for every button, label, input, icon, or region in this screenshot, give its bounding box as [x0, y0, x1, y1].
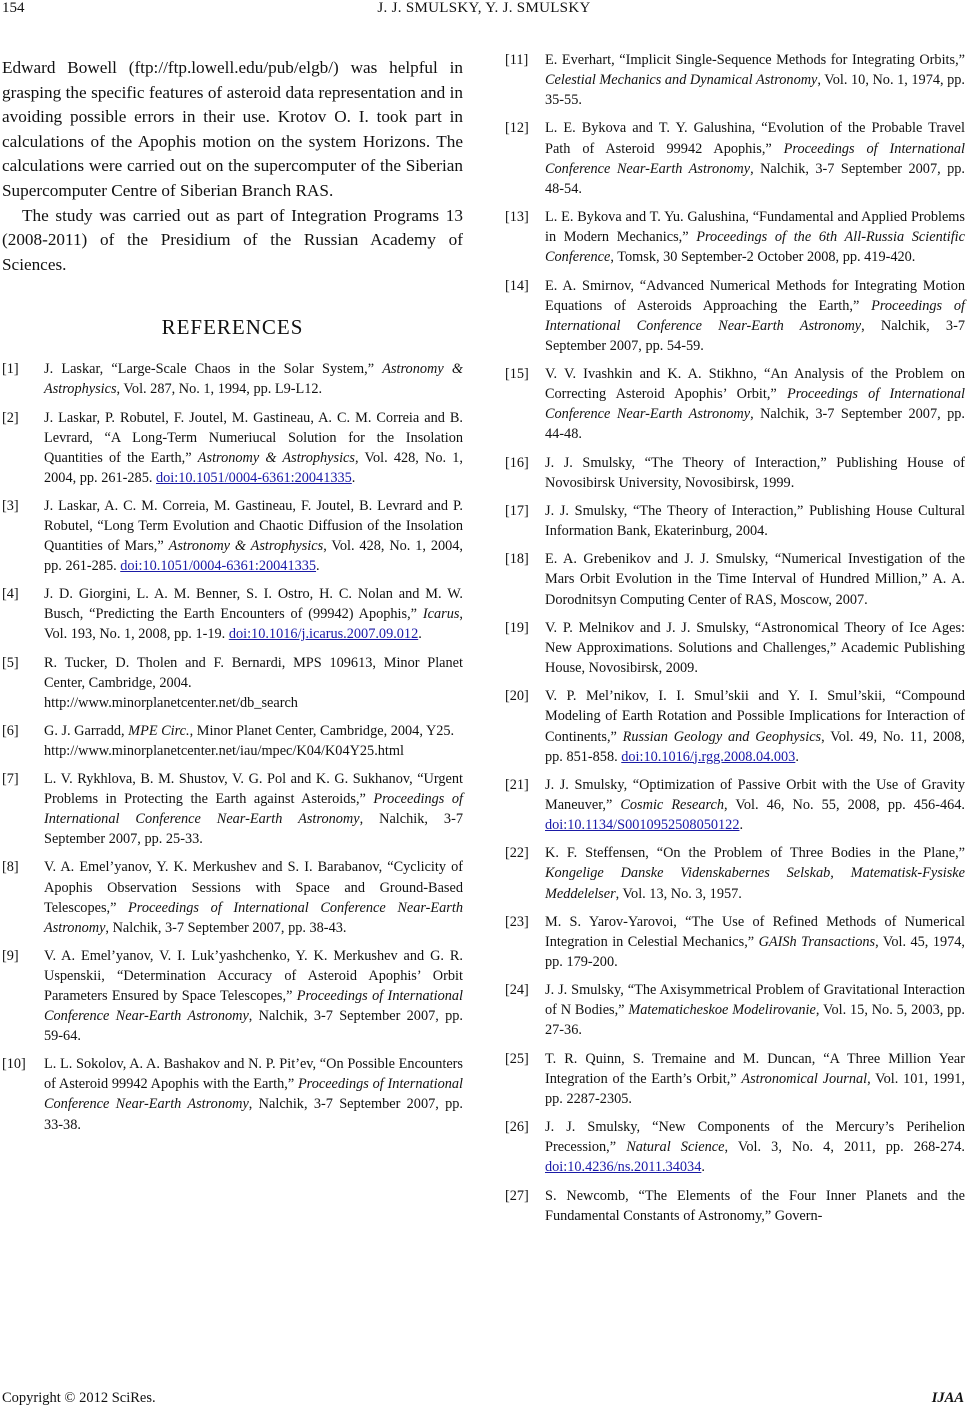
reference-number: [18]: [505, 551, 529, 568]
reference-text: , Tomsk, 30 September-2 October 2008, pp. 419-420.: [610, 249, 916, 266]
reference-text: K. F. Steffensen, “On the Problem of Three Bodies in the Plane,”: [545, 845, 965, 862]
reference-item: [505, 276, 965, 356]
reference-text: L. E. Bykova and T. Yu. Galushina, “Fundamental and Applied Problems in Modern Mechanics,”: [545, 209, 965, 246]
reference-text: J. Laskar, P. Robutel, F. Joutel, M. Gastineau, A. C. M. Correia and B. Levrard, “A Long-Term Numeriucal Solution for the Insolation Quantities of the Earth,”: [44, 409, 463, 466]
reference-number: [10]: [2, 1056, 26, 1073]
reference-item: [505, 1117, 965, 1177]
reference-item: [505, 618, 965, 678]
reference-text: J. J. Smulsky, “The Theory of Interaction,” Publishing House Cultural Information Bank, Ekaterinburg, 2004.: [545, 503, 965, 540]
reference-item: [505, 843, 965, 903]
reference-item: [2, 653, 463, 713]
reference-text: .: [701, 1159, 705, 1176]
reference-text: J. J. Smulsky, “New Components of the Mercury’s Perihelion Precession,”: [545, 1119, 965, 1156]
reference-source: Astronomy & Astrophysics: [197, 449, 355, 466]
acknowledgement-paragraph-2: The study was carried out as part of Integration Programs 13 (2008-2011) of the Presidium of the Russian Academy of Sciences.: [2, 205, 463, 274]
reference-text: V. A. Emel’yanov, Y. K. Merkushev and S. I. Barabanov, “Cyclicity of Apophis Observation Sessions with Space and Ground-Based Telescopes,”: [44, 859, 463, 916]
reference-text: , Vol. 45, 1974, pp. 179-200.: [545, 933, 965, 970]
reference-item: [2, 769, 463, 849]
reference-number: [7]: [2, 771, 19, 788]
reference-text: , Vol. 13, No. 3, 1957.: [615, 885, 742, 902]
reference-text: .: [351, 469, 356, 486]
reference-source: Proceedings of the 6th All-Russia Scientific Conference: [545, 229, 965, 266]
reference-text: , Nalchik, 3-7 September 2007, pp. 44-48.: [545, 406, 965, 443]
reference-text: .: [418, 626, 422, 643]
reference-text: J. Laskar, A. C. M. Correia, M. Gastineau, F. Joutel, B. Levrard and P. Robutel, “Long Term Evolution and Chaotic Diffusion of the Insolation Quantities of Mars,”: [44, 497, 463, 555]
reference-text: , Vol. 15, No. 5, 2003, pp. 27-36.: [545, 1002, 966, 1039]
reference-text: , Nalchik, 3-7 September 2007, pp. 54-59.: [545, 317, 965, 354]
doi-link[interactable]: doi:10.1134/S0010952508050122: [545, 817, 740, 834]
reference-text: E. A. Smirnov, “Advanced Numerical Methods for Integrating Motion Equations of Asteroids Approaching the Earth,”: [545, 277, 965, 314]
reference-item: [505, 775, 965, 835]
reference-item: [505, 364, 965, 444]
reference-text: E. A. Grebenikov and J. J. Smulsky, “Numerical Investigation of the Mars Orbit Evolution in the Time Interval of Hundred Million,” A. A. Dorodnitsyn Computing Center of RAS, Moscow, 2007.: [545, 551, 965, 608]
reference-number: [2]: [2, 409, 19, 426]
reference-source: Proceedings of International Conference Near-Earth Astronomy: [44, 791, 463, 828]
reference-text: T. R. Quinn, S. Tremaine and M. Duncan, “A Three Million Year Integration of the Earth’s Orbit,”: [545, 1050, 965, 1087]
reference-source: Astronomical Journal: [741, 1070, 868, 1087]
reference-item: [2, 359, 463, 399]
reference-text: , Vol. 428, No. 1, 2004, pp. 261-285.: [44, 449, 463, 486]
reference-source: Proceedings of International Conference Near-Earth Astronomy: [44, 1076, 463, 1113]
references-list-left: [2, 359, 463, 1134]
reference-number: [16]: [505, 454, 529, 471]
reference-text: .: [739, 817, 744, 834]
reference-number: [17]: [505, 503, 529, 519]
reference-text: J. J. Smulsky, “The Axisymmetrical Problem of Gravitational Interaction of N Bodies,”: [545, 982, 965, 1019]
reference-number: [15]: [505, 366, 529, 383]
reference-item: [2, 857, 463, 937]
reference-url: http://www.minorplanetcenter.net/iau/mpec/K04/K04Y25.html: [44, 742, 404, 759]
reference-text: V. V. Ivashkin and K. A. Stikhno, “An Analysis of the Problem on Correcting Asteroid Apophis’ Orbit,”: [545, 366, 965, 403]
reference-text: G. J. Garradd,: [44, 722, 129, 739]
running-title: J. J. SMULSKY, Y. J. SMULSKY: [377, 0, 591, 16]
reference-number: [27]: [505, 1187, 529, 1204]
reference-number: [14]: [505, 277, 529, 294]
reference-number: [8]: [2, 859, 19, 876]
reference-text: , Vol. 10, No. 1, 1974, pp. 35-55.: [545, 72, 966, 109]
reference-source: GAISh Transactions: [758, 933, 876, 950]
reference-item: [2, 408, 463, 488]
reference-number: [22]: [505, 845, 529, 862]
reference-item: [505, 118, 965, 198]
reference-item: [2, 496, 463, 576]
reference-source: Astronomy & Astrophysics: [44, 361, 463, 398]
reference-item: [505, 1186, 965, 1226]
reference-number: [21]: [505, 776, 529, 793]
reference-text: L. L. Sokolov, A. A. Bashakov and N. P. Pit’ev, “On Possible Encounters of Asteroid 99942 Apophis with the Earth,”: [44, 1056, 463, 1093]
reference-text: .: [316, 558, 320, 575]
reference-source: Proceedings of International Conference Near-Earth Astronomy: [545, 140, 965, 177]
reference-item: [505, 501, 965, 541]
reference-source: Proceedings of International Conference Near-Earth Astronomy: [44, 987, 464, 1025]
reference-item: [505, 1049, 965, 1109]
reference-text: , Nalchik, 3-7 September 2007, pp. 33-38.: [44, 1096, 464, 1133]
reference-url: http://www.minorplanetcenter.net/db_search: [44, 694, 298, 711]
reference-source: Proceedings of International Conference Near-Earth Astronomy: [545, 386, 965, 423]
reference-text: M. S. Yarov-Yarovoi, “The Use of Refined Methods of Numerical Integration in Celestial Mechanics,”: [545, 913, 965, 950]
reference-number: [13]: [505, 209, 529, 226]
reference-source: MPE Circ.: [128, 722, 190, 739]
reference-source: Natural Science: [626, 1139, 725, 1156]
reference-text: , Vol. 428, No. 1, 2004, pp. 261-285.: [44, 538, 464, 575]
doi-link[interactable]: doi:10.1016/j.rgg.2008.04.003: [621, 748, 796, 765]
reference-text: , Nalchik, 3-7 September 2007, pp. 48-54.: [545, 160, 965, 197]
doi-link[interactable]: doi:10.1016/j.icarus.2007.09.012: [228, 626, 419, 643]
reference-text: , Nalchik, 3-7 September 2007, pp. 38-43.: [105, 919, 347, 936]
reference-number: [6]: [2, 722, 19, 739]
reference-text: V. P. Melnikov and J. J. Smulsky, “Astronomical Theory of Ice Ages: New Approximations. Solutions and Challenges,” Academic Publishing House, Novosibirsk, 2009.: [545, 619, 965, 677]
reference-source: Cosmic Research: [620, 796, 724, 813]
reference-item: [505, 453, 965, 493]
reference-number: [12]: [505, 120, 529, 137]
reference-source: Kongelige Danske Videnskabernes Selskab, Matematisk-Fysiske Meddelelser: [545, 865, 965, 902]
reference-number: [19]: [505, 619, 529, 636]
doi-link[interactable]: doi:10.4236/ns.2011.34034: [545, 1159, 702, 1176]
reference-text: , Vol. 193, No. 1, 2008, pp. 1-19.: [44, 606, 463, 643]
reference-source: Celestial Mechanics and Dynamical Astronomy: [545, 72, 818, 89]
reference-item: [505, 912, 965, 972]
copyright-notice: Copyright © 2012 SciRes.: [2, 1390, 156, 1406]
reference-text: L. V. Rykhlova, B. M. Shustov, V. G. Pol and K. G. Sukhanov, “Urgent Problems in Protecting the Earth against Asteroids,”: [44, 771, 463, 808]
reference-number: [1]: [2, 361, 19, 378]
reference-text: V. P. Mel’nikov, I. I. Smul’skii and Y. I. Smul’skii, “Compound Modeling of Earth Rotation and Possible Implications for Interaction of Continents,”: [545, 688, 965, 745]
reference-text: J. J. Smulsky, “Optimization of Passive Orbit with the Use of Gravity Maneuver,”: [545, 776, 965, 813]
doi-link[interactable]: doi:10.1051/0004-6361:20041335: [156, 469, 352, 486]
reference-text: , Vol. 287, No. 1, 1994, pp. L9-L12.: [116, 381, 323, 398]
reference-text: J. J. Smulsky, “The Theory of Interaction,” Publishing House of Novosibirsk University, Novosibirsk, 1999.: [545, 454, 965, 491]
reference-source: Russian Geology and Geophysics: [622, 728, 822, 745]
reference-text: S. Newcomb, “The Elements of the Four Inner Planets and the Fundamental Constants of Astronomy,” Govern-: [545, 1187, 965, 1224]
reference-text: L. E. Bykova and T. Y. Galushina, “Evolution of the Probable Travel Path of Asteroid 99942 Apophis,”: [545, 120, 965, 157]
reference-text: , Vol. 49, No. 11, 2008, pp. 851-858.: [545, 728, 965, 765]
acknowledgement-paragraph-1: Edward Bowell (ftp://ftp.lowell.edu/pub/elgb/) was helpful in grasping the specific features of asteroid data representation and in avoiding possible errors in their use. Krotov O. I. took part in calculations of the Apophis motion on the system Horizons. The calculations were carried out on the supercomputer of the Siberian Supercomputer Centre of Siberian Branch RAS.: [2, 58, 463, 200]
reference-number: [4]: [2, 586, 19, 603]
reference-number: [9]: [2, 947, 19, 964]
reference-number: [20]: [505, 688, 529, 705]
reference-text: J. Laskar, “Large-Scale Chaos in the Solar System,”: [44, 361, 383, 378]
reference-item: [505, 980, 965, 1040]
reference-item: [2, 946, 463, 1046]
reference-source: Proceedings of International Conference Near-Earth Astronomy: [545, 297, 965, 334]
reference-number: [24]: [505, 982, 529, 999]
reference-text: R. Tucker, D. Tholen and F. Bernardi, MPS 109613, Minor Planet Center, Cambridge, 2004.: [44, 654, 463, 691]
doi-link[interactable]: doi:10.1051/0004-6361:20041335: [120, 558, 317, 575]
reference-text: , Minor Planet Center, Cambridge, 2004, Y25.: [189, 722, 455, 739]
reference-source: Matematicheskoe Modelirovanie: [628, 1002, 816, 1019]
reference-source: Proceedings of International Conference Near-Earth Astronomy: [44, 899, 463, 936]
reference-text: , Nalchik, 3-7 September 2007, pp. 25-33.: [44, 811, 463, 848]
reference-text: E. Everhart, “Implicit Single-Sequence Methods for Integrating Orbits,”: [545, 52, 965, 68]
reference-text: J. D. Giorgini, L. A. M. Benner, S. I. Ostro, H. C. Nolan and M. W. Busch, “Predicting the Earth Encounters of (99942) Apophis,”: [44, 586, 463, 623]
reference-text: , Vol. 101, 1991, pp. 2287-2305.: [545, 1070, 965, 1107]
reference-text: , Nalchik, 3-7 September 2007, pp. 59-64.: [44, 1008, 464, 1045]
reference-number: [23]: [505, 913, 529, 930]
reference-item: [505, 686, 965, 766]
reference-item: [505, 50, 965, 110]
reference-item: [505, 207, 965, 267]
reference-source: Icarus: [422, 606, 460, 623]
reference-item: [2, 721, 463, 761]
reference-number: [3]: [2, 497, 19, 514]
page-number: 154: [2, 0, 25, 16]
journal-abbreviation: IJAA: [931, 1390, 964, 1406]
reference-text: , Vol. 3, No. 4, 2011, pp. 268-274.: [724, 1139, 965, 1156]
reference-source: Astronomy & Astrophysics: [168, 538, 324, 555]
reference-number: [25]: [505, 1050, 529, 1067]
right-column: [505, 50, 965, 1234]
references-list-right: [505, 50, 965, 1226]
reference-item: [2, 584, 463, 644]
reference-item: [505, 549, 965, 609]
reference-number: [5]: [2, 654, 19, 671]
references-heading: REFERENCES: [161, 315, 304, 340]
reference-text: .: [795, 748, 799, 765]
left-column: [2, 56, 463, 1143]
reference-text: V. A. Emel’yanov, V. I. Luk’yashchenko, Y. K. Merkushev and G. R. Uspenskii, “Determination Accuracy of Asteroid Apophis’ Orbit Parameters Ensured by Space Telescopes,”: [44, 947, 463, 1004]
reference-text: , Vol. 46, No. 55, 2008, pp. 456-464.: [724, 796, 965, 813]
reference-number: [26]: [505, 1119, 529, 1136]
reference-item: [2, 1054, 463, 1134]
reference-number: [11]: [505, 52, 529, 68]
